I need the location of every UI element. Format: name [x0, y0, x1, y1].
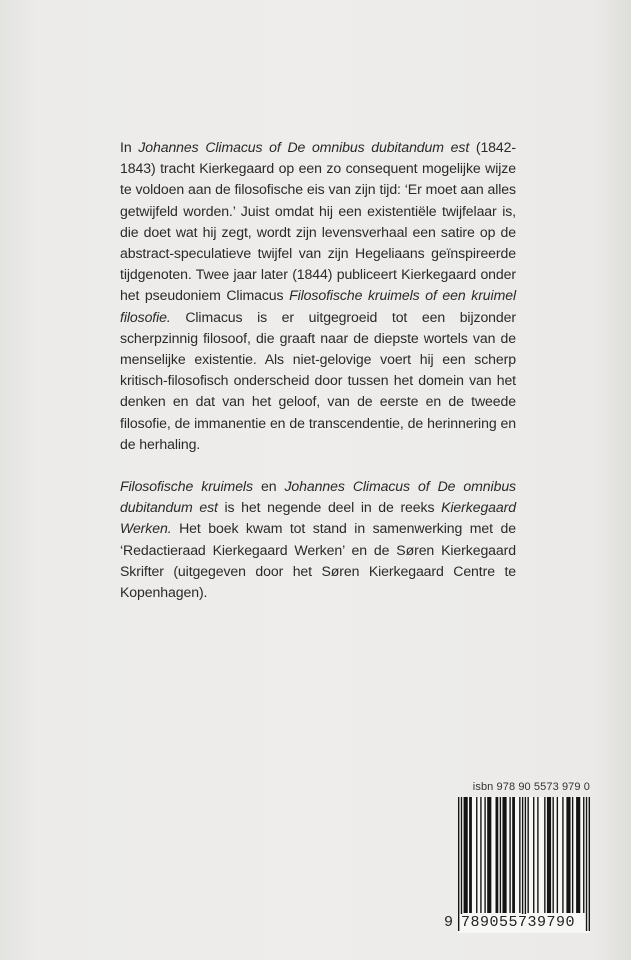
text-run: Climacus is er uitgegroeid tot een bijzonder scherpzinnig filosoof, die graaft naar de diepste wortels van de menselijke existentie. Als niet-gelovige voert hij een scherp kritisch-filosofisch onderscheid door tussen het domein van het denken en dat van het geloof, van de eerste en de tweede filosofie, de immanentie en de transcendentie, de herinnering en de herhaling. [120, 308, 516, 452]
barcode-first-digit: 9 [444, 914, 454, 931]
blurb-paragraph-2 [120, 476, 516, 603]
text-run: en [252, 478, 285, 495]
barcode-bar [519, 797, 520, 913]
barcode-guard-bar [458, 797, 459, 931]
barcode-guard-bar [461, 797, 462, 931]
barcode-bar [469, 797, 472, 913]
barcode-bar [509, 797, 510, 913]
blurb-paragraph-1 [120, 137, 516, 455]
barcode-bar [557, 797, 558, 913]
text-run: In [120, 139, 139, 155]
barcode-bar [476, 797, 477, 913]
barcode-bar [502, 797, 506, 913]
text-run: is het negende deel in de reeks [217, 499, 442, 516]
barcode-guard-bar [586, 797, 587, 931]
text-run: Johannes Climacus of De omnibus dubitandum est [120, 478, 517, 516]
barcode-bar [500, 797, 501, 913]
barcode [458, 797, 590, 933]
text-run: Het boek kwam tot stand in samenwerking met de ‘Redactieraad Kierkegaard Werken’ en de Søren Kierkegaard Skrifter (uitgegeven door het Søren Kierkegaard Centre te Kopenhagen). [120, 520, 516, 601]
barcode-bar [576, 797, 580, 913]
barcode-rest-digits: 789055739790 [461, 914, 576, 931]
blurb-text [120, 137, 516, 603]
barcode-bar [552, 797, 553, 913]
barcode-bar [464, 797, 468, 913]
text-run: (1842-1843) tracht Kierkegaard op een zo consequent mogelijke wijze te voldoen aan de filosofische eis van zijn tijd: ‘Er moet aan alles getwijfeld worden.’ Juist omdat hij een existentiële twijfelaar is, die doet wat hij zegt, wordt zijn levensverhaal een satire op de abstract-speculatieve twijfel van zijn Hegeliaans geïnspireerde tijdgenoten. Twee jaar later (1844) publiceert Kierkegaard onder het pseudoniem Climacus [120, 139, 516, 304]
barcode-bar [480, 797, 481, 913]
barcode-bar [583, 797, 584, 913]
barcode-bar [562, 797, 563, 913]
barcode-guard-bar [525, 797, 526, 931]
isbn-label: isbn 978 90 5573 979 0 [472, 781, 590, 793]
text-run: Kierkegaard Werken. [120, 499, 516, 537]
text-run: Filosofische kruimels of een kruimel filosofie. [120, 287, 516, 325]
barcode-bar [544, 797, 545, 913]
barcode-bar [484, 797, 485, 913]
barcode-bar [533, 797, 534, 913]
barcode-guard-bar [522, 797, 523, 931]
barcode-bar [512, 797, 515, 913]
barcode-bar [496, 797, 499, 913]
barcode-bar [547, 797, 551, 913]
text-run: Filosofische kruimels [120, 478, 253, 495]
barcode-bar [537, 797, 538, 913]
text-run: Johannes Climacus of De omnibus dubitandum est [138, 139, 470, 155]
barcode-bar [487, 797, 491, 913]
barcode-guard-bar [589, 797, 590, 931]
barcode-bar [527, 797, 528, 913]
barcode-bar [566, 797, 570, 913]
barcode-bars [458, 797, 590, 933]
barcode-bar [572, 797, 573, 913]
